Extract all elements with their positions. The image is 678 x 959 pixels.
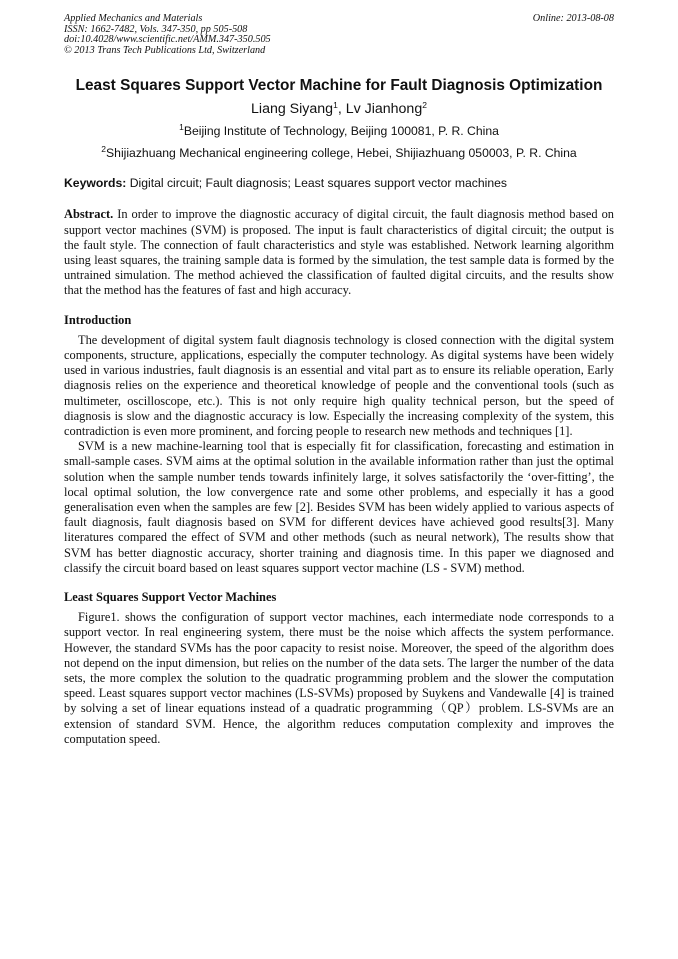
affiliation-superscript: 1 [179,122,184,133]
issn-line: ISSN: 1662-7482, Vols. 347-350, pp 505-508 [64,23,248,35]
doi-line: doi:10.4028/www.scientific.net/AMM.347-350.505 [64,34,271,46]
section-heading-ls-svm: Least Squares Support Vector Machines [64,590,277,605]
abstract-label: Abstract. [64,207,114,222]
author-name: Liang Siyang [251,101,334,118]
journal-header [64,14,614,56]
keywords-label: Keywords: [64,176,127,191]
copyright-line: © 2013 Trans Tech Publications Ltd, Switzerland [64,44,266,56]
author-line [64,100,614,119]
author-superscript: 2 [422,100,427,111]
section-heading-introduction: Introduction [64,312,132,327]
body-paragraph: SVM is a new machine-learning tool that is especially fit for classification, forecasting and estimation in small-sample cases. SVM aims at the optimal solution in the available information rather than just the optimal solution when the sample number tends towards infinitely large, it solves satisfactorily the ‘over-fitting’, the local optimal solution, the low convergence rate and some other problems, and especially it has a good generalisation even when the samples are few [2]. Besides SVM has been widely applied to various aspects of fault diagnosis, fault diagnosis based on SVM for different devices have achieved good results[3]. Many literatures compared the effect of SVM and other methods (such as neural network), The results show that SVM has better diagnostic accuracy, shorter training and diagnosis time. In this paper we diagnosed and classify the circuit board based on least squares support vector machine (LS - SVM) method. [64,439,614,575]
affiliation-text: Shijiazhuang Mechanical engineering college, Hebei, Shijiazhuang 050003, P. R. China [106,146,577,161]
author-name: Lv Jianhong [345,101,423,118]
affiliation-text: Beijing Institute of Technology, Beijing 100081, P. R. China [183,124,499,139]
online-date: Online: 2013-08-08 [532,13,614,24]
keywords [64,175,614,191]
abstract [64,207,614,298]
affiliation-2 [64,145,614,161]
paper-title: Least Squares Support Vector Machine for Fault Diagnosis Optimization [75,77,603,95]
keywords-text: Digital circuit; Fault diagnosis; Least squares support vector machines [126,176,508,191]
body-paragraph: Figure1. shows the configuration of support vector machines, each intermediate node corresponds to a support vector. In real engineering system, there must be the noise which affects the system performance. However, the standard SVMs has the poor capacity to resist noise. Moreover, the speed of the algorithm does not depend on the input dimension, but relies on the number of the data sets. The larger the number of the data sets, the more complex the solution to the quadratic programming problem and the slower the computation speed. Least squares support vector machines (LS-SVMs) proposed by Suykens and Vandewalle [4] is trained by solving a set of linear equations instead of a quadratic programming（QP）problem. LS-SVMs are an extension of standard SVM. Hence, the algorithm reduces computation complexity and improves the computation speed. [64,610,614,746]
journal-name: Applied Mechanics and Materials [64,13,203,24]
abstract-text: In order to improve the diagnostic accuracy of digital circuit, the fault diagnosis method based on support vector machines (SVM) is proposed. The input is fault characteristics of digital circuit; the output is the fault style. The connection of fault characteristics and style was established. Network learning algorithm using least squares, the training sample data is formed by the simulation, the test sample data is formed by the untrained simulation. The method achieved the classification of faulted digital circuits, and the results show that the method has the features of fast and high accuracy. [64,207,614,298]
affiliation-1 [64,123,614,139]
body-paragraph: The development of digital system fault diagnosis technology is closed connection with the digital system components, structure, applications, especially the computer technology. As digital systems have been widely used in various industries, fault diagnosis is an essential and vital part as to ensure its reliable operation, Early diagnosis relies on the experience and theoretical knowledge of people and the conventional tools (such as multimeter, oscilloscope, etc.). This is not only require high quality technical person, but the speed of diagnosis is slow and the diagnostic accuracy is low. Especially the increasing complexity of the system, this contradiction is even more prominent, and forcing people to research new methods and techniques [1]. [64,332,614,439]
author-separator: , [337,101,346,118]
author-superscript: 1 [333,100,338,111]
affiliation-superscript: 2 [101,144,107,155]
